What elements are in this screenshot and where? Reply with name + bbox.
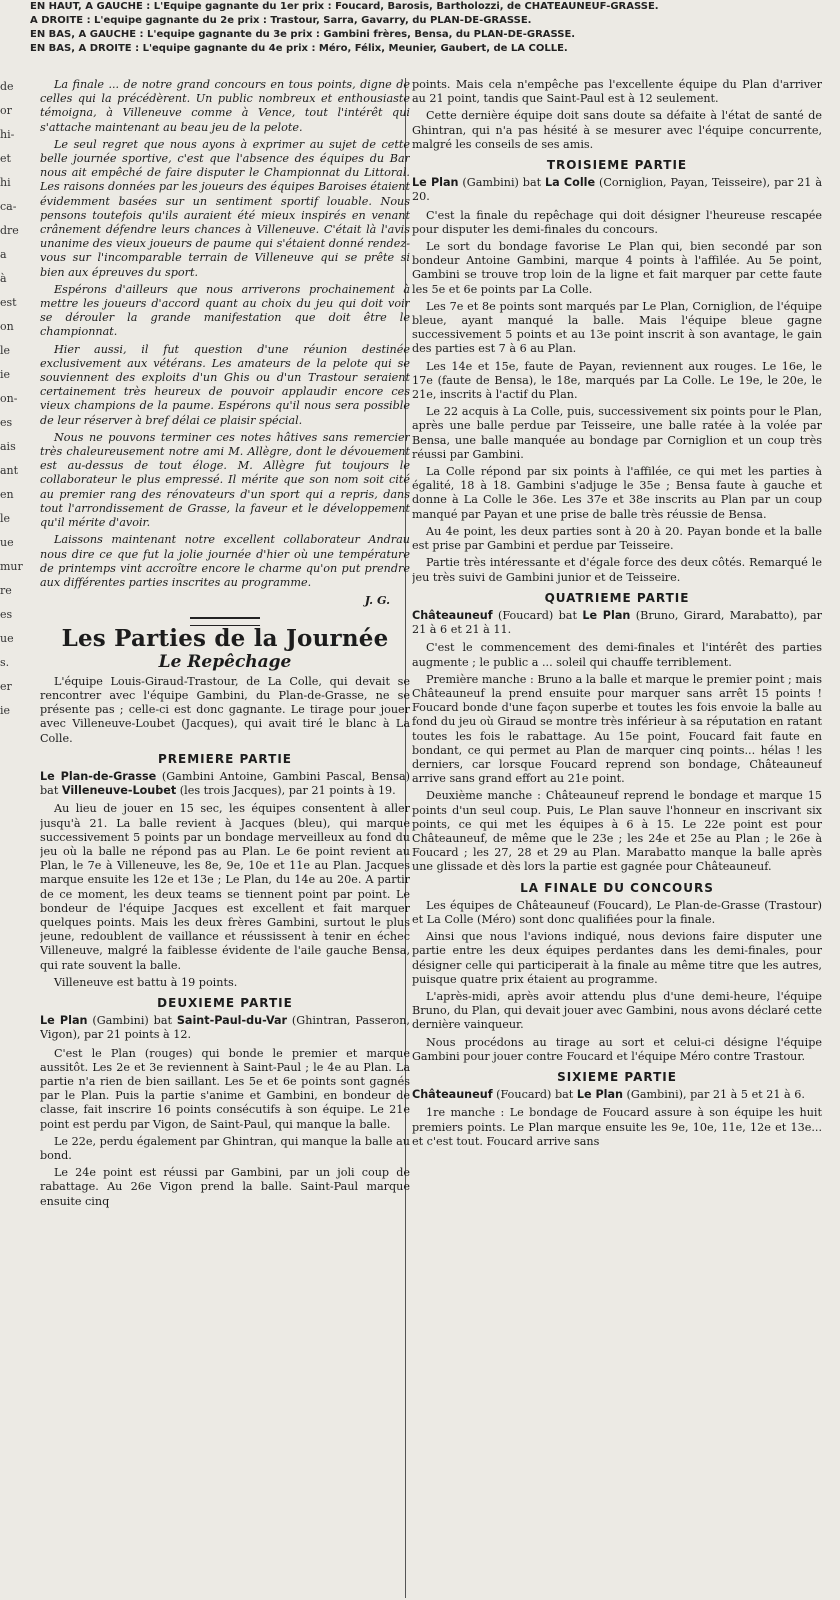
edge-fragment: es <box>0 608 13 621</box>
body-paragraph: Le 24e point est réussi par Gambini, par un joli coup de rabattage. Au 26e Vigon prend la balle. Saint-Paul marque ensuite cinq <box>40 1166 410 1208</box>
edge-fragment: ie <box>0 368 11 381</box>
edge-fragment: ue <box>0 632 14 645</box>
body-paragraph: Au lieu de jouer en 15 sec, les équipes consentent à aller jusqu'à 21. La balle revient à Jacques (bleu), qui marque successivement 5 points par un bondage merveilleux au fond du jeu où la balle ne répond pas au Plan. Le 6e point revient au Plan, le 7e à Villeneuve, les 8e, 9e, 10e et 11e au Plan. Jacques marque ensuite les 12e et 13e ; Le Plan, du 14e au 20e. A partir de ce moment, les deux teams se tiennent point par point. Le bondeur de l'équipe Jacques est excellent et fait marquer quelques points. Mais les deux frères Gambini, surtout le plus jeune, redoublent de vaillance et réussissent à tenir en échec Villeneuve, malgré la faiblesse évidente de l'aile gauche Bensa, qui rate souvent la balle. <box>40 802 410 972</box>
torn-edge-fragments <box>0 80 30 1560</box>
body-paragraph: points. Mais cela n'empêche pas l'excellente équipe du Plan d'arriver au 21 point, tandis que Saint-Paul est à 12 seulement. <box>412 78 822 106</box>
body-paragraph: Nous procédons au tirage au sort et celui-ci désigne l'équipe Gambini pour jouer contre Foucard et l'équipe Méro contre Trastour. <box>412 1035 822 1063</box>
body-paragraph: C'est le commencement des demi-finales et l'intérêt des parties augmente ; le public a ... soleil qui chauffe terriblement. <box>412 641 822 669</box>
edge-fragment: on- <box>0 392 18 405</box>
article-title: Les Parties de la Journée <box>61 625 389 653</box>
body-paragraph: Première manche : Bruno a la balle et marque le premier point ; mais Châteauneuf la prend ensuite pour marquer sans arrêt 15 points ! Foucard bonde d'une façon superbe et toutes les fois envoie la balle au fond du jeu où Giraud se montre très inférieur à sa réputation en ratant toutes les fois le rabattage. Au 15e point, Foucard fait faute en bondant, ce qui permet au Plan de marquer cinq points... hélas ! les derniers, car lorsque Foucard reprend son bondage, Châteauneuf arrive sans grand effort au 21e point. <box>412 672 822 786</box>
body-paragraph: Les 7e et 8e points sont marqués par Le Plan, Corniglion, de l'équipe bleue, ayant manqué la balle. Mais l'équipe bleue gagne successivement 5 points et au 13e point inscrit à son avantage, le gain des parties est 7 à 6 au Plan. <box>412 299 822 356</box>
section-heading: TROISIEME PARTIE <box>546 158 688 173</box>
body-paragraph: Les équipes de Châteauneuf (Foucard), Le Plan-de-Grasse (Trastour) et La Colle (Méro) sont donc qualifiées pour la finale. <box>412 898 822 926</box>
body-paragraph: Le sort du bondage favorise Le Plan qui, bien secondé par son bondeur Antoine Gambini, marque 4 points à l'affilée. Au 5e point, Gambini se trouve trop loin de la ligne et fait marquer par cette faute les 5e et 6e points par La Colle. <box>412 240 822 296</box>
edge-fragment: ie <box>0 704 11 717</box>
match-result: Le Plan (Gambini) bat Saint-Paul-du-Var (Ghintran, Passeron, Vigon), par 21 points à 12. <box>40 1014 410 1042</box>
caption-line: EN BAS, A DROITE : L'equipe gagnante du 4e prix : Méro, Félix, Meunier, Gaubert, de LA COLLE. <box>30 43 568 54</box>
intro-paragraph: Espérons d'ailleurs que nous arriverons prochainement à mettre les joueurs d'accord quant au choix du jeu qui doit voir se dérouler la grande manifestation que doit être le championnat. <box>40 282 410 339</box>
body-paragraph: L'après-midi, après avoir attendu plus d'une demi-heure, l'équipe Bruno, du Plan, qui devait jouer avec Gambini, nous avons déclaré cette dernière vainqueur. <box>412 989 822 1032</box>
body-paragraph: La Colle répond par six points à l'affilée, ce qui met les parties à égalité, 18 à 18. Gambini s'adjuge le 35e ; Bensa faute à gauche et donne à La Colle le 36e. Les 37e et 38e inscrits au Plan par un coup manqué par Payan et une prise de balle très réussie de Bensa. <box>412 465 822 521</box>
edge-fragment: es <box>0 416 13 429</box>
edge-fragment: ue <box>0 536 14 549</box>
intro-paragraph: Hier aussi, il fut question d'une réunion destinée exclusivement aux vétérans. Les amateurs de la pelote qui se souviennent des exploits d'un Ghis ou d'un Trastour seraient certainement très heureux de pouvoir applaudir encore ces vieux champions de la paume. Espérons qu'il nous sera possible de leur réserver à bref délai ce plaisir spécial. <box>40 342 410 427</box>
body-paragraph: Le 22e, perdu également par Ghintran, qui manque la balle au bond. <box>40 1134 410 1163</box>
body-paragraph: Le 22 acquis à La Colle, puis, successivement six points pour le Plan, après une balle perdue par Teisseire, une balle ratée à la volée par Bensa, une balle manquée au bondage par Corniglion et un coup très réussi par Gambini. <box>412 405 822 461</box>
body-paragraph: Deuxième manche : Châteauneuf reprend le bondage et marque 15 points d'un seul coup. Puis, Le Plan sauve l'honneur en inscrivant six points, ce qui met les équipes à 6 à 15. Le 22e point est pour Châteauneuf, de même que le 23e ; les 24e et 25e au Plan ; le 26e à Foucard ; les 27, 28 et 29 au Plan. Marabatto manque la balle après une glissade et dès lors la partie est gagnée pour Châteauneuf. <box>412 789 822 874</box>
right-column <box>412 78 822 1598</box>
edge-fragment: le <box>0 344 11 357</box>
edge-fragment: on <box>0 320 14 333</box>
match-result: Châteauneuf (Foucard) bat Le Plan (Gambini), par 21 à 5 et 21 à 6. <box>412 1088 805 1102</box>
author-signature: J. G. <box>364 593 390 608</box>
edge-fragment: er <box>0 680 12 693</box>
body-paragraph: C'est la finale du repêchage qui doit désigner l'heureuse rescapée pour disputer les demi-finales du concours. <box>412 208 822 236</box>
edge-fragment: mur <box>0 560 23 573</box>
intro-paragraph: Laissons maintenant notre excellent collaborateur Andrau nous dire ce que fut la jolie journée d'hier où une température de printemps vint accroître encore le charme qu'on put prendre aux différentes parties inscrites au programme. <box>40 533 410 589</box>
body-paragraph: 1re manche : Le bondage de Foucard assure à son équipe les huit premiers points. Le Plan marque ensuite les 9e, 10e, 11e, 12e et 13e... et c'est tout. Foucard arrive sans <box>412 1106 822 1148</box>
edge-fragment: s. <box>0 656 10 669</box>
body-paragraph: Ainsi que nous l'avions indiqué, nous devions faire disputer une partie entre les deux équipes perdantes dans les demi-finales, pour désigner celle qui participerait à la finale au même titre que les autres, puisque quatre prix étaient au programme. <box>412 930 822 986</box>
edge-fragment: hi- <box>0 128 15 141</box>
match-result: Le Plan (Gambini) bat La Colle (Corniglion, Payan, Teisseire), par 21 à 20. <box>412 176 822 204</box>
left-column <box>40 78 410 1598</box>
section-heading: QUATRIEME PARTIE <box>544 590 690 605</box>
body-paragraph: Villeneuve est battu à 19 points. <box>54 975 238 989</box>
article-subtitle: Le Repêchage <box>158 651 292 672</box>
edge-fragment: or <box>0 104 12 117</box>
section-heading: SIXIEME PARTIE <box>557 1070 677 1084</box>
caption-line: EN BAS, A GAUCHE : L'equipe gagnante du 3e prix : Gambini frères, Bensa, du PLAN-DE-GRASSE. <box>30 29 576 40</box>
intro-paragraph: La finale ... de notre grand concours en tous points, digne de celles qui la précédèrent. Un public nombreux et enthousiaste témoigna, à Villeneuve comme à Vence, tout l'intérêt qui s'attache maintenant au beau jeu de la pelote. <box>40 78 410 134</box>
edge-fragment: ant <box>0 464 19 477</box>
caption-line: A DROITE : L'equipe gagnante du 2e prix : Trastour, Sarra, Gavarry, du PLAN-DE-GRASSE. <box>30 15 532 26</box>
edge-fragment: en <box>0 488 14 501</box>
edge-fragment: est <box>0 296 17 309</box>
edge-fragment: ca- <box>0 200 17 213</box>
edge-fragment: à <box>0 272 7 285</box>
body-paragraph: C'est le Plan (rouges) qui bonde le premier et marque aussitôt. Les 2e et 3e reviennent à Saint-Paul ; le 4e au Plan. La partie n'a rien de bien saillant. Les 5e et 6e points sont gagnés par le Plan. Puis la partie s'anime et Gambini, en bondeur de classe, fait inscrire 16 points consécutifs à son équipe. Le 21e point est perdu par Vigon, de Saint-Paul, qui manque la balle. <box>40 1046 410 1131</box>
edge-fragment: de <box>0 80 14 93</box>
intro-paragraph: Nous ne pouvons terminer ces notes hâtives sans remercier très chaleureusement notre ami M. Allègre, dont le dévouement est au-dessus de tout éloge. M. Allègre fut toujours le collaborateur le plus empressé. Il mérite que son nom soit cité au premier rang des rénovateurs d'un sport qui a repris, dans tout l'arrondissement de Grasse, la faveur et le développement qu'il mérite d'avoir. <box>40 430 410 530</box>
edge-fragment: a <box>0 248 7 261</box>
edge-fragment: et <box>0 152 11 165</box>
intro-paragraph: Le seul regret que nous ayons à exprimer au sujet de cette belle journée sportive, c'est que l'absence des équipes du Bar nous ait empêché de faire disputer le Championnat du Littoral. Les raisons données par les joueurs des équipes Baroises étaient évidemment basées sur un sentiment sportif louable. Nous pensons toutefois qu'ils auraient été mieux inspirés en venant crânement défendre leurs chances à Villeneuve. C'était là l'avis unanime des vieux joueurs de paume qui s'étaient donné rendez-vous sur l'incomparable terrain de Villeneuve qui se prête si bien aux épreuves du sport. <box>40 137 410 279</box>
body-paragraph: Au 4e point, les deux parties sont à 20 à 20. Payan bonde et la balle est prise par Gambini et perdue par Teisseire. <box>412 524 822 553</box>
edge-fragment: hi <box>0 176 11 189</box>
section-heading: LA FINALE DU CONCOURS <box>520 880 714 895</box>
body-paragraph: Cette dernière équipe doit sans doute sa défaite à l'état de santé de Ghintran, qui n'a pas hésité à se mesurer avec l'équipe concurrente, malgré les conseils de ses amis. <box>412 109 822 151</box>
body-paragraph: Les 14e et 15e, faute de Payan, reviennent aux rouges. Le 16e, le 17e (faute de Bensa), le 18e, marqués par La Colle. Le 19e, le 20e, le 21e, inscrits à l'actif du Plan. <box>412 359 822 402</box>
edge-fragment: dre <box>0 224 19 237</box>
section-heading: PREMIERE PARTIE <box>158 751 292 766</box>
edge-fragment: re <box>0 584 12 597</box>
repechage-paragraph: L'équipe Louis-Giraud-Trastour, de La Colle, qui devait se rencontrer avec l'équipe Gambini, du Plan-de-Grasse, ne se présente pas ; celle-ci est donc gagnante. Le tirage pour jouer avec Villeneuve-Loubet (Jacques), qui avait tiré le blanc à La Colle. <box>40 674 410 745</box>
edge-fragment: le <box>0 512 11 525</box>
body-paragraph: Partie très intéressante et d'égale force des deux côtés. Remarqué le jeu très suivi de Gambini junior et de Teisseire. <box>412 556 822 584</box>
edge-fragment: ais <box>0 440 16 453</box>
match-result: Châteauneuf (Foucard) bat Le Plan (Bruno, Girard, Marabatto), par 21 à 6 et 21 à 11. <box>412 608 822 637</box>
photo-caption-strip <box>30 0 810 70</box>
caption-line: EN HAUT, A GAUCHE : L'Equipe gagnante du 1er prix : Foucard, Barosis, Bartholozzi, de CHATEAUNEUF-GRASSE. <box>30 1 659 12</box>
section-heading: DEUXIEME PARTIE <box>157 995 293 1010</box>
match-result: Le Plan-de-Grasse (Gambini Antoine, Gambini Pascal, Bensa) bat Villeneuve-Loubet (les trois Jacques), par 21 points à 19. <box>40 769 410 798</box>
